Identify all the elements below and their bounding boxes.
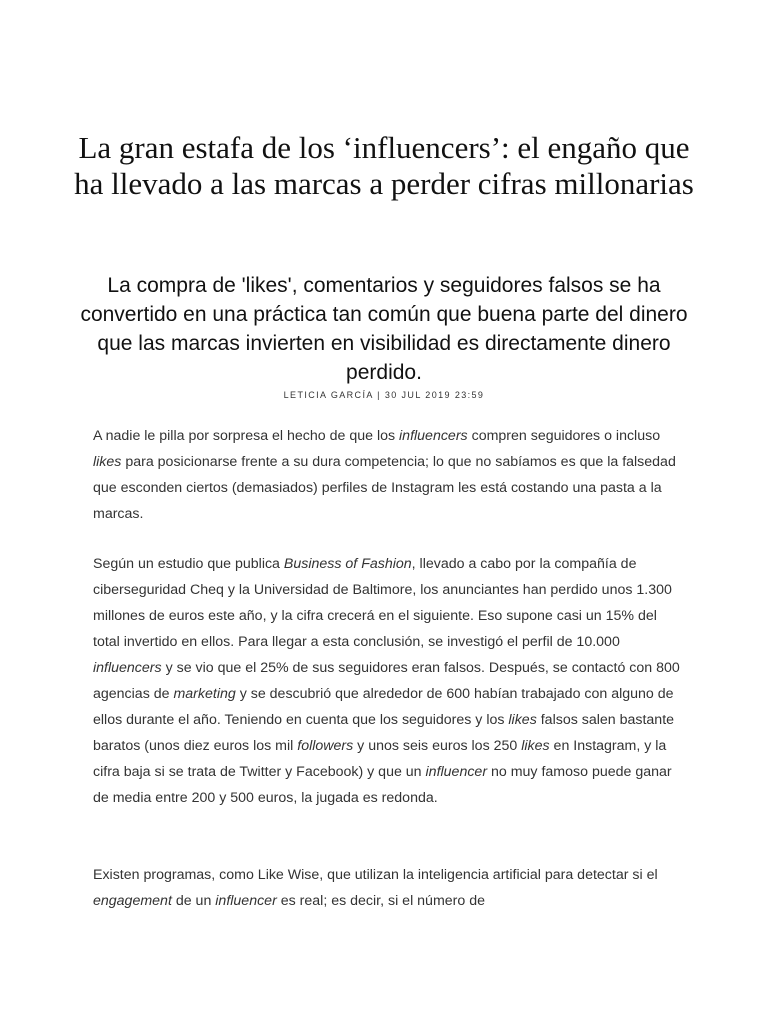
paragraph-emphasis: likes [508,712,537,728]
paragraph-text: en Instagram, y la cifra baja si se trata de Twitter y Facebook) y que un [93,738,667,780]
paragraph-text: no muy famoso puede ganar de media entre 200 y 500 euros, la jugada es redonda. [93,764,672,806]
paragraph-emphasis: influencer [215,893,277,909]
paragraph-text: , llevado a cabo por la compañía de ciberseguridad Cheq y la Universidad de Baltimore, los anunciantes han perdido unos 1.300 millones de euros este año, y la cifra crecerá en el siguiente. Eso supone casi un 15% del total invertido en ellos. Para llegar a esta conclusión, se investigó el perfil de 10.000 [93,556,672,650]
paragraph-text: para posicionarse frente a su dura competencia; lo que no sabíamos es que la falsedad que esconden ciertos (demasiados) perfiles de Instagram les está costando una pasta a la marcas. [93,454,676,522]
paragraph-text: Según un estudio que publica [93,556,284,572]
paragraph-text: compren seguidores o incluso [467,428,661,444]
byline-author: LETICIA GARCÍA [283,390,374,400]
paragraph-3 [93,862,683,914]
headline: La gran estafa de los ‘influencers’: el engaño que ha llevado a las marcas a perder cifras millonarias [74,130,694,201]
paragraph-emphasis: influencers [399,428,468,444]
paragraph-emphasis: engagement [93,893,172,909]
paragraph-text: falsos salen bastante baratos (unos diez euros los mil [93,712,675,754]
paragraph-text: Existen programas, como Like Wise, que utilizan la inteligencia artificial para detectar si el [93,867,658,883]
paragraph-1 [93,423,683,527]
byline [0,389,768,401]
paragraph-2 [93,551,683,811]
paragraph-emphasis: influencers [93,660,162,676]
paragraph-text: de un [171,893,216,909]
paragraph-emphasis: likes [521,738,550,754]
paragraph-emphasis: followers [297,738,354,754]
paragraph-emphasis: influencer [425,764,488,780]
byline-date: 30 JUL 2019 23:59 [384,390,485,400]
paragraph-text: y unos seis euros los 250 [353,738,522,754]
paragraph-text: y se vio que el 25% de sus seguidores eran falsos. Después, se contactó con 800 agencias de [93,660,680,702]
paragraph-text: A nadie le pilla por sorpresa el hecho de que los [93,428,400,444]
paragraph-text: es real; es decir, si el número de [276,893,485,909]
paragraph-text: y se descubrió que alrededor de 600 habían trabajado con alguno de ellos durante el año. Teniendo en cuenta que los seguidores y los [93,686,674,728]
subtitle: La compra de 'likes', comentarios y seguidores falsos se ha convertido en una práctica tan común que buena parte del dinero que las marcas invierten en visibilidad es directamente dinero perdido. [80,274,688,384]
paragraph-emphasis: Business of Fashion [283,556,412,572]
paragraph-emphasis: marketing [173,686,236,702]
paragraph-emphasis: likes [93,454,122,470]
byline-separator: | [373,390,385,400]
